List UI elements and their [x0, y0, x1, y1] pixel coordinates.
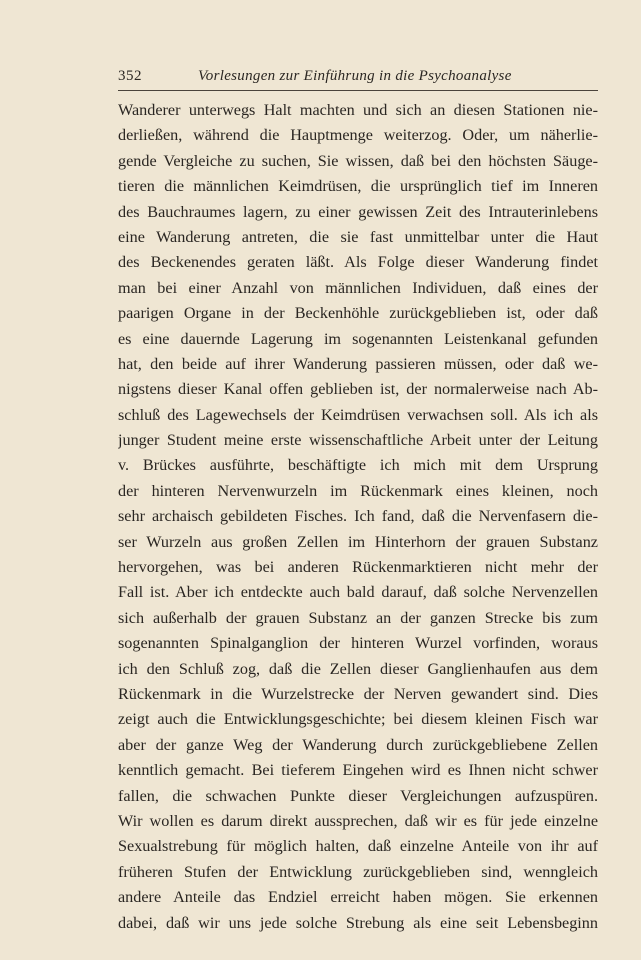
text-line: sogenannten Spinalganglion der hinteren Wurzel vorfinden, woraus: [118, 634, 598, 653]
text-line: hat, den beide auf ihrer Wanderung passieren müssen, oder daß we-: [118, 354, 598, 373]
text-line: hervorgehen, was bei anderen Rückenmarktieren nicht mehr der: [118, 558, 598, 577]
text-line: ser Wurzeln aus großen Zellen im Hinterhorn der grauen Substanz: [118, 532, 598, 551]
text-line: man bei einer Anzahl von männlichen Individuen, daß eines der: [118, 278, 598, 297]
text-line: andere Anteile das Endziel erreicht haben mögen. Sie erkennen: [118, 888, 598, 907]
text-line: paarigen Organe in der Beckenhöhle zurückgeblieben ist, oder daß: [118, 304, 598, 323]
text-line: der hinteren Nervenwurzeln im Rückenmark eines kleinen, noch: [118, 481, 598, 500]
page-header: [118, 68, 598, 92]
page-number: 352: [118, 68, 142, 84]
text-line: aber der ganze Weg der Wanderung durch zurückgebliebene Zellen: [118, 735, 598, 754]
text-line: sehr archaisch gebildeten Fisches. Ich fand, daß die Nervenfasern die-: [118, 507, 598, 526]
text-line: Rückenmark in die Wurzelstrecke der Nerven gewandert sind. Dies: [118, 684, 598, 703]
text-line: v. Brückes ausführte, beschäftigte ich mich mit dem Ursprung: [118, 456, 598, 475]
text-line: zeigt auch die Entwicklungsgeschichte; bei diesem kleinen Fisch war: [118, 710, 598, 729]
running-title: Vorlesungen zur Einführung in die Psychoanalyse: [198, 68, 512, 84]
text-line: nigstens dieser Kanal offen geblieben ist, der normalerweise nach Ab-: [118, 380, 598, 399]
text-line: es eine dauernde Lagerung im sogenannten Leistenkanal gefunden: [118, 329, 598, 348]
text-line: schluß des Lagewechsels der Keimdrüsen verwachsen soll. Als ich als: [118, 405, 598, 424]
text-line: früheren Stufen der Entwicklung zurückgeblieben sind, wenngleich: [118, 862, 598, 881]
text-line: Wir wollen es darum direkt aussprechen, daß wir es für jede einzelne: [118, 811, 598, 830]
text-line: fallen, die schwachen Punkte dieser Vergleichungen aufzuspüren.: [118, 786, 598, 805]
text-line: junger Student meine erste wissenschaftliche Arbeit unter der Leitung: [118, 431, 598, 450]
text-line: dabei, daß wir uns jede solche Strebung als eine seit Lebensbeginn: [118, 913, 598, 932]
text-line: Wanderer unterwegs Halt machten und sich an diesen Stationen nie-: [118, 101, 598, 119]
text-line: des Beckenendes geraten läßt. Als Folge dieser Wanderung findet: [118, 253, 598, 272]
text-line: sich außerhalb der grauen Substanz an der ganzen Strecke bis zum: [118, 608, 598, 627]
text-line: derließen, während die Hauptmenge weiterzog. Oder, um näherlie-: [118, 126, 598, 145]
text-line: Sexualstrebung für möglich halten, daß einzelne Anteile von ihr auf: [118, 837, 598, 856]
text-line: tieren die männlichen Keimdrüsen, die ursprünglich tief im Inneren: [118, 177, 598, 196]
text-line: des Bauchraumes lagern, zu einer gewissen Zeit des Intrauterinlebens: [118, 202, 598, 221]
body-text: [118, 98, 598, 936]
text-line: eine Wanderung antreten, die sie fast unmittelbar unter die Haut: [118, 227, 598, 246]
header-rule: [118, 90, 598, 91]
text-line: gende Vergleiche zu suchen, Sie wissen, daß bei den höchsten Säuge-: [118, 151, 598, 170]
text-line: ich den Schluß zog, daß die Zellen dieser Ganglienhaufen aus dem: [118, 659, 598, 678]
text-line: Fall ist. Aber ich entdeckte auch bald darauf, daß solche Nervenzellen: [118, 583, 598, 602]
text-line: kenntlich gemacht. Bei tieferem Eingehen wird es Ihnen nicht schwer: [118, 761, 598, 780]
